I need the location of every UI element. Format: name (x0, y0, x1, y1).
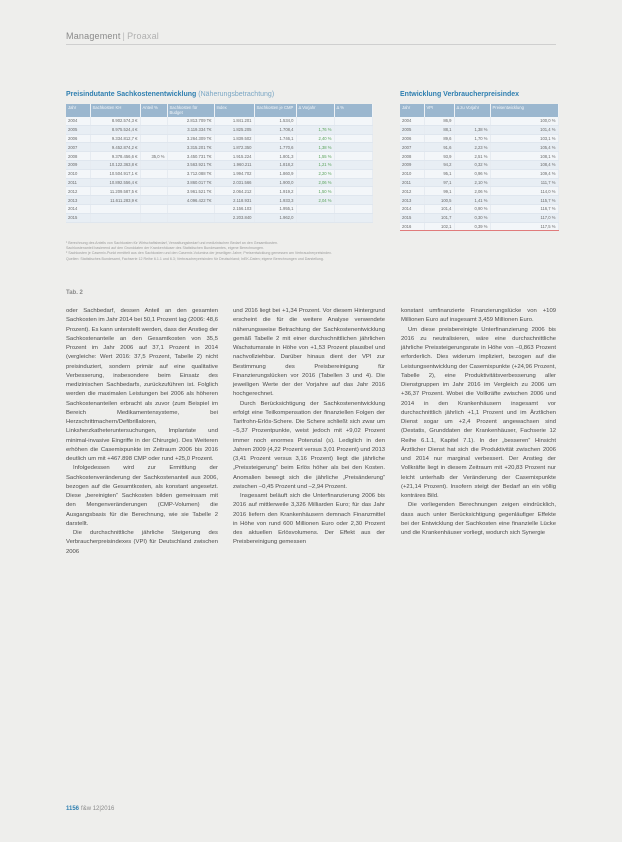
table-cell: 1.839.502 (214, 134, 254, 143)
table-cell: 3.315.201 T€ (167, 143, 214, 152)
paragraph: Durch Berücksichtigung der Sachkostenentwicklung erfolgt eine Teilkompensation der finanziellen Folgen der Tarifrohn-Erlös-Schere. Die Schere schließt sich zwar um –5,37 Prozentpunkte, weist jedoch mit +9,02 Prozent immer noch enormes Potenzial (s). Lediglich in den Jahren 2009 (4,22 Prozent versus 3,01 Prozent) und 2013 (3,41 Prozent versus 3,16 Prozent) liegt die jährliche „Preissteigerung“ beim Erlös höher als bei den Kosten. Anomalien bewegt sich die jährliche „Preisänderung“ zwischen –0,45 Prozent und –2,94 Prozent. (233, 400, 385, 490)
table-cell: 2005 (66, 125, 90, 134)
table-cell: 1.915.224 (214, 152, 254, 161)
table-cell (334, 178, 372, 187)
table-cell: 0,30 % (454, 213, 490, 222)
table-cell: 1.994.702 (214, 169, 254, 178)
table-cell: 2008 (66, 152, 90, 161)
table-cell: 3.119.334 T€ (167, 125, 214, 134)
vpi-table (400, 104, 559, 231)
table-cell (334, 152, 372, 161)
table-row (66, 160, 372, 169)
table-cell: 1.960.211 (214, 160, 254, 169)
table-cell: 100,0 % (490, 117, 558, 125)
table-cell: 2,06 % (296, 178, 334, 187)
table-cell (140, 117, 167, 125)
table-cell: 1,50 % (296, 187, 334, 196)
table-cell: 1.708,4 (254, 125, 296, 134)
table-cell: 102,1 (424, 222, 454, 231)
table-cell: 0,39 % (454, 222, 490, 231)
table-cell: 117,0 % (490, 213, 558, 222)
table-cell: 2009 (66, 160, 90, 169)
table-cell: 0,90 % (454, 204, 490, 213)
table-cell (140, 213, 167, 222)
table-cell: 9.378.456,6 € (90, 152, 140, 161)
table-cell (334, 196, 372, 205)
table-cell: 1.933,3 (254, 196, 296, 205)
vpi-column-header: VPI (424, 104, 454, 117)
table-left-title-text: Preisindutante Sachkostenentwicklung (66, 91, 197, 98)
footnote: Sachkostenanteil basierend auf den Grunddaten der Krankenhäuser des Statistischen Bundesamtes, eigene Berechnungen. (66, 246, 264, 251)
table-row (66, 196, 372, 205)
table-left-title (66, 91, 274, 98)
table-cell: 109,4 % (490, 169, 558, 178)
paragraph: Die vorliegenden Berechnungen zeigen eindrücklich, dass auch unter Berücksichtigung gegenläufiger Effekte bei der Entwicklung der Sachkosten eine finanzielle Lücke und die Krankenhäuser vorliegt, wodurch sich Synergie (401, 502, 556, 536)
table-cell: 2016 (400, 222, 424, 231)
table-cell: 117,5 % (490, 222, 558, 231)
table-row (66, 134, 372, 143)
table-cell (334, 213, 372, 222)
table-cell (140, 160, 167, 169)
table-cell: 97,1 (424, 178, 454, 187)
running-header (66, 31, 159, 41)
table-row (66, 187, 372, 196)
table-cell: 9.334.812,7 € (90, 134, 140, 143)
table-cell (90, 204, 140, 213)
table-cell: 1.841.201 (214, 117, 254, 125)
table-row (400, 134, 558, 143)
text-column-3 (401, 307, 556, 538)
table-cell: 2,51 % (454, 152, 490, 161)
table-cell: 1.872.350 (214, 143, 254, 152)
table-row (66, 117, 372, 125)
vpi-column-header: Δ zu Vorjahr (454, 104, 490, 117)
table-right-title (400, 91, 519, 98)
table-cell: 3.860.017 T€ (167, 178, 214, 187)
table-cell: 108,4 % (490, 160, 558, 169)
header-section: Management (66, 31, 121, 41)
table-row (66, 143, 372, 152)
table-cell: 94,2 (424, 160, 454, 169)
table-cell: 1,21 % (296, 160, 334, 169)
table-cell: 101,4 % (490, 125, 558, 134)
table-cell: 8.975.524,4 € (90, 125, 140, 134)
table-cell: 10.892.556,4 € (90, 178, 140, 187)
text-column-1 (66, 307, 218, 557)
table-cell: 1,38 % (296, 143, 334, 152)
header-rule (66, 44, 556, 45)
table-cell: 2009 (400, 160, 424, 169)
table-row (400, 178, 558, 187)
paragraph: Insgesamt beläuft sich die Unterfinanzierung 2006 bis 2016 auf mittlerweile 3,326 Milliarden Euro; für das Jahr 2016 liefern den Krankenhäusern demnach Finanzmittel in Höhe von rund 600 Millionen Euro oder 2,30 Prozent des aktuellen Erlösvolumens. Der Effekt aus der Preisbereinigung gemessen (233, 493, 385, 546)
table-cell: 89,6 (424, 134, 454, 143)
table-cell: 2007 (66, 143, 90, 152)
table-row (400, 213, 558, 222)
table-cell: 1,38 % (454, 125, 490, 134)
paragraph: oder Sachbedarf, dessen Anteil an den gesamten Sachkosten im Jahr 2014 bei 50,1 Prozent lag (2006: 48,6 Prozent). Es kann unterstellt werden, dass der Anstieg der Sachkostenanteile an den Gesamtkosten von 35,5 Prozent im Jahr 2006 auf 37,1 Prozent in 2014 (vergleiche: Wert 2016: 37,5 Prozent, Tabelle 2) nicht preisinduziert, sondern primär auf eine qualitative Verbesserung, insbesondere beim Einsatz des medizinischen Sachbedarfs, zurückzuführen ist. Folglich werden die maximalen Leistungen bei 2006 als höheren Sachkostenanteilen erbracht als zuvor (zum Beispiel im Bereich Medikamentensysteme, bei Herzschrittmachern/Defibrillatoren, Linksherzkatheteruntersuchungen, Implantate und minimal-invasive Eingriffe in der Chirurgie). Des Weiteren erhöhen die Casemixpunkte im Zeitraum 2006 bis 2016 deutlich um mit +467.898 CMP oder rund +25,0 Prozent. (66, 308, 218, 462)
table-cell: 2,23 % (454, 143, 490, 152)
footnote: ² Sachkosten je Casemix-Punkt ermittelt aus den Sachkosten und den Casemix-Volumina der jeweiligen Jahre; Preisentwicklung gemessen am Verbraucherpreisindex. (66, 251, 332, 256)
table-cell: 1,76 % (296, 125, 334, 134)
vpi-column-header: Jahr (400, 104, 424, 117)
table-row (66, 152, 372, 161)
table-cell: 99,1 (424, 187, 454, 196)
sachkosten-column-header: Δ Vorjahr (296, 104, 334, 117)
vpi-column-header: Preisentwicklung (490, 104, 558, 117)
footnote: Quellen: Statistisches Bundesamt, Fachserie 12 Reihe 6.1.1 und 6.3; Verbraucherpreisindex für Deutschland; InEK-Daten; eigene Berechnungen und Darstellung. (66, 256, 324, 261)
table-cell (334, 160, 372, 169)
table-cell: 2014 (66, 204, 90, 213)
table-cell: 1.955,1 (254, 204, 296, 213)
table-cell: 115,7 % (490, 196, 558, 205)
table-row (400, 125, 558, 134)
table-cell: 1.900,0 (254, 178, 296, 187)
table-cell (334, 169, 372, 178)
table-cell: 3.712.088 T€ (167, 169, 214, 178)
table-cell (140, 134, 167, 143)
table-cell: 2014 (400, 204, 424, 213)
sachkosten-column-header: Anteil % (140, 104, 167, 117)
table-cell: 0,32 % (454, 160, 490, 169)
table-cell: 2.813.709 T€ (167, 117, 214, 125)
table-cell (140, 169, 167, 178)
table-cell: 1,70 % (454, 134, 490, 143)
table-cell: 1.860,9 (254, 169, 296, 178)
sachkosten-column-header: Index (214, 104, 254, 117)
table-cell: 1.801,3 (254, 152, 296, 161)
table-cell: 3.563.921 T€ (167, 160, 214, 169)
table-cell (334, 143, 372, 152)
table-cell: 2,04 % (296, 196, 334, 205)
table-cell: 2006 (66, 134, 90, 143)
sachkosten-column-header: Δ % (334, 104, 372, 117)
table-cell: 1,41 % (454, 196, 490, 205)
table-cell: 111,7 % (490, 178, 558, 187)
paragraph: Infolgedessen wird zur Ermittlung der Sachkostenveränderung der Sachkostenanteil aus 2006, bezogen auf die Gesamtkosten, als konstant angesetzt. Diese „bereinigten“ Sachkosten bilden gemeinsam mit den Mengenveränderungen (CMP-Volumen) die Ausgangsbasis für die Berechnung, wie sie Tabelle 2 darstellt. (66, 465, 218, 527)
table-row (66, 125, 372, 134)
table-cell (334, 125, 372, 134)
table-cell: 10.504.917,1 € (90, 169, 140, 178)
table-row (400, 152, 558, 161)
page-number: 1156 (66, 806, 80, 812)
sachkosten-table (66, 104, 373, 223)
table-cell: 2,40 % (296, 134, 334, 143)
table-cell (334, 204, 372, 213)
table-cell (334, 134, 372, 143)
table-cell: 2.203.840 (214, 213, 254, 222)
table-cell (334, 187, 372, 196)
table-cell: 8.902.574,3 € (90, 117, 140, 125)
table-cell: 2015 (66, 213, 90, 222)
table-cell (167, 213, 214, 222)
table-row (400, 143, 558, 152)
table-cell: 101,7 (424, 213, 454, 222)
table-cell: 10.122.363,8 € (90, 160, 140, 169)
table-cell: 2.118.931 (214, 196, 254, 205)
table-cell: 2,10 % (454, 178, 490, 187)
table-cell: 3.961.521 T€ (167, 187, 214, 196)
table-cell (140, 178, 167, 187)
sachkosten-column-header: Sachkosten KH (90, 104, 140, 117)
footnote: ¹ Berechnung des Anteils von Sachkosten für Wirtschaftsbedarf, Verwaltungsbedarf und medizinischen Bedarf an den Gesamtkosten. (66, 241, 278, 245)
table-cell: 2013 (66, 196, 90, 205)
table-cell (167, 204, 214, 213)
table-cell: 35,0 % (140, 152, 167, 161)
table-row (400, 169, 558, 178)
paragraph: und 2016 liegt bei +1,34 Prozent. Vor diesem Hintergrund erscheint die für die weitere Analyse verwendete näherungsweise Betrachtung der Sachkostenentwicklung gemäß Tabelle 2 mit einer durchschnittlichen jährlichen Wachstumsrate in Höhe von +1,53 Prozent plausibel und nachvollziehbar. Darüber hinaus dient der VPI zur Bestimmung des Preisbereinigung für Finanzierungslücken vor 2016 (Tabellen 3 und 4). Die jeweiligen Werte der der Vorjahre auf das Jahr 2016 hochgerechnet. (233, 308, 385, 398)
table-cell: 2011 (66, 178, 90, 187)
table-row (66, 178, 372, 187)
paragraph: Um diese preisbereinigte Unterfinanzierung 2006 bis 2016 zu neutralisieren, wäre eine durchschnittliche jährliche Preissteigerungsrate in Höhe von –0,863 Prozent erforderlich. Dies widerum impliziert, bezogen auf die Leistungsentwicklung der Casemixpunkte (+24,96 Prozent, Tabelle 2), eine Produktivitätsverbesserung aller Dienstgruppen im Jahr 2016 im Vergleich zu 2006 um +36,37 Prozent. Wobei die Vollkräfte zwischen 2006 und 2014 in den Krankenhäusern insgesamt vor durchschnittlich jährlich +1,1 Prozent und im Ärztlichen Dienst sogar um +2,4 Prozent angewachsen sind (Destatis, Grunddaten der Krankenhäuser, Fachserie 12 Reihe 6.1.1, Kapitel 7.1). In der „besseren“ Hinsicht Ärztlicher Dienst hat sich die Produktivität zwischen 2006 und 2014 nur marginal verbessert. Der Anstieg der Vollkräfte liegt in diesem Zeitraum mit +20,83 Prozent nur leicht unterhalb der Veränderung der Casemixpunkte (+21,14 Prozent). Insofern steigt der Bedarf an ein völlig konträres Bild. (401, 326, 556, 499)
table-cell (140, 196, 167, 205)
table-cell: 2011 (400, 178, 424, 187)
paragraph: konstant umfinanzierte Finanzierungslücke von +109 Millionen Euro auf insgesamt 3,459 Millionen Euro. (401, 308, 556, 324)
table-cell: 103,1 % (490, 134, 558, 143)
table-cell: 11.611.283,9 € (90, 196, 140, 205)
table-cell: 2.031.566 (214, 178, 254, 187)
table-row (400, 222, 558, 231)
table-row (66, 204, 372, 213)
journal-name: f&w 12|2016 (81, 806, 115, 812)
table-cell: 2007 (400, 143, 424, 152)
paragraph: Die durchschnittliche jährliche Steigerung des Verbraucherpreisindexes (VPI) für Deutschland zwischen 2006 (66, 530, 218, 555)
table-cell (334, 117, 372, 125)
table-cell: 2006 (400, 134, 424, 143)
sachkosten-column-header: Sachkosten für Budget (167, 104, 214, 117)
table-cell: 2008 (400, 152, 424, 161)
table-cell: 4.096.422 T€ (167, 196, 214, 205)
table-cell: 1.962,0 (254, 213, 296, 222)
table-cell: 1.746,1 (254, 134, 296, 143)
table-cell: 2015 (400, 213, 424, 222)
table-row (400, 204, 558, 213)
table-cell: 3.264.309 T€ (167, 134, 214, 143)
table-left-title-suffix: (Näherungsbetrachtung) (198, 91, 275, 98)
table-cell: 108,1 % (490, 152, 558, 161)
table-cell: 2012 (66, 187, 90, 196)
table-cell: 2013 (400, 196, 424, 205)
table-footnotes (66, 241, 561, 262)
table-cell (90, 213, 140, 222)
table-cell (140, 125, 167, 134)
table-cell: 2004 (400, 117, 424, 125)
table-cell: 1.825.205 (214, 125, 254, 134)
table-cell: 114,0 % (490, 187, 558, 196)
table-cell: 1.818,2 (254, 160, 296, 169)
table-right-title-text: Entwicklung Verbraucherpreisindex (400, 91, 520, 98)
table-cell: 116,7 % (490, 204, 558, 213)
table-cell (296, 213, 334, 222)
table-cell: 1.770,6 (254, 143, 296, 152)
table-cell: 2010 (400, 169, 424, 178)
text-column-2 (233, 307, 385, 548)
table-cell: 100,5 (424, 196, 454, 205)
table-cell (454, 117, 490, 125)
table-cell: 0,96 % (454, 169, 490, 178)
table-cell (140, 187, 167, 196)
table-cell: 88,1 (424, 125, 454, 134)
table-row (66, 213, 372, 222)
table-cell: 2004 (66, 117, 90, 125)
table-cell: 93,9 (424, 152, 454, 161)
header-separator: | (122, 31, 126, 41)
table-cell: 2005 (400, 125, 424, 134)
table-label: Tab. 2 (66, 290, 83, 296)
table-cell: 2.064.212 (214, 187, 254, 196)
table-cell: 91,6 (424, 143, 454, 152)
table-row (400, 196, 558, 205)
table-cell: 2.156.103 (214, 204, 254, 213)
sachkosten-column-header: Sachkosten je CMP (254, 104, 296, 117)
table-cell (140, 204, 167, 213)
table-cell: 2,20 % (296, 169, 334, 178)
table-cell: 2,06 % (454, 187, 490, 196)
table-cell: 95,1 (424, 169, 454, 178)
table-cell: 11.209.587,5 € (90, 187, 140, 196)
header-subsection: Proaxal (127, 31, 160, 41)
table-cell: 1.534,0 (254, 117, 296, 125)
table-row (400, 187, 558, 196)
table-cell: 9.452.874,2 € (90, 143, 140, 152)
table-cell: 105,4 % (490, 143, 558, 152)
table-cell: 1,55 % (296, 152, 334, 161)
table-cell: 101,4 (424, 204, 454, 213)
table-cell: 1.919,2 (254, 187, 296, 196)
table-row (400, 160, 558, 169)
table-cell (296, 204, 334, 213)
table-cell: 86,9 (424, 117, 454, 125)
table-cell (140, 143, 167, 152)
table-row (400, 117, 558, 125)
table-cell: 2010 (66, 169, 90, 178)
table-cell (296, 117, 334, 125)
table-cell: 2012 (400, 187, 424, 196)
table-cell: 3.450.731 T€ (167, 152, 214, 161)
table-row (66, 169, 372, 178)
sachkosten-column-header: Jahr (66, 104, 90, 117)
page-footer (66, 806, 114, 812)
